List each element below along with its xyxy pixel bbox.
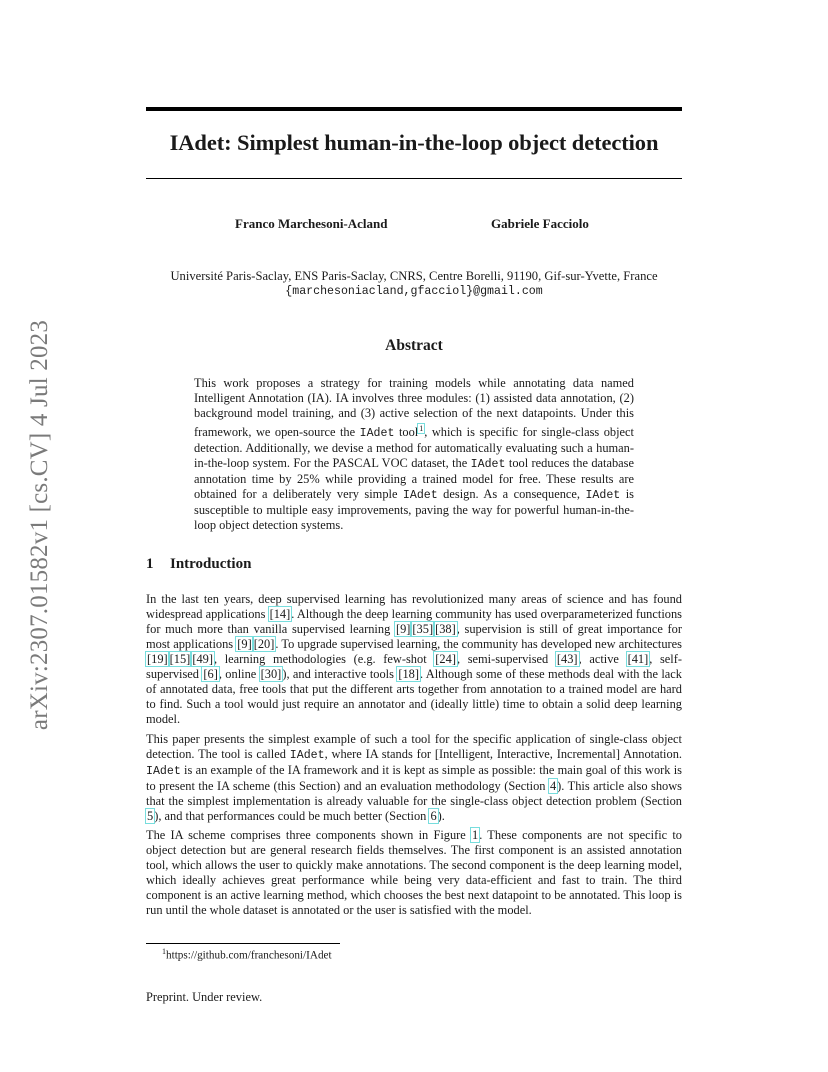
citation-link[interactable]: [43]	[556, 652, 578, 666]
code-iadet: IAdet	[289, 749, 325, 762]
paragraph-text: ).	[437, 809, 445, 823]
title-bottom-rule	[146, 178, 682, 179]
citation-link[interactable]: [9]	[395, 622, 411, 636]
author-1: Franco Marchesoni-Acland	[235, 216, 388, 231]
arxiv-identifier: arXiv:2307.01582v1 [cs.CV] 4 Jul 2023	[26, 319, 53, 731]
paper-title: IAdet: Simplest human-in-the-loop object detection	[169, 130, 659, 155]
paragraph-text: , supervision is still of great importance for most applications	[146, 622, 682, 651]
code-iadet: IAdet	[585, 489, 621, 503]
citation-link[interactable]: [6]	[203, 667, 218, 681]
footnote-url[interactable]: https://github.com/franchesoni/IAdet	[166, 949, 332, 962]
citation-link[interactable]: [19]	[147, 652, 168, 666]
code-iadet: IAdet	[146, 765, 181, 778]
citation-link[interactable]: [30]	[260, 667, 282, 681]
code-iadet: IAdet	[470, 458, 506, 472]
section-title: Introduction	[170, 556, 252, 572]
paragraph-text: , learning methodologies (e.g. few-shot	[213, 652, 435, 666]
citation-link[interactable]: [14]	[269, 607, 291, 621]
section-link[interactable]: 6	[430, 809, 437, 823]
code-iadet: IAdet	[402, 489, 438, 503]
figure-link[interactable]: 1	[472, 828, 479, 842]
footnote	[162, 947, 332, 962]
citation-link[interactable]: [20]	[253, 637, 275, 651]
footnote-link[interactable]: 1	[419, 424, 424, 433]
paragraph-text: is an example of the IA framework and it is kept as simple as possible: the main goal of this work is to present the IA scheme (this Section) and an evaluation methodology (Section	[146, 763, 682, 793]
citation-link[interactable]: [41]	[627, 652, 649, 666]
paragraph-text: ). This article also shows that the simplest implementation is already valuable for the single-class object detection problem (Section	[146, 779, 682, 808]
paragraph-text: This paper presents the simplest example of such a tool for the specific application of single-class object detection. The tool is called	[146, 732, 682, 761]
citation-link[interactable]: [49]	[192, 652, 213, 666]
code-iadet: IAdet	[359, 427, 395, 441]
abstract-body	[194, 376, 634, 533]
citation-link[interactable]: [9]	[237, 637, 252, 651]
citation-link[interactable]: [15]	[169, 652, 191, 666]
section-heading	[146, 556, 251, 573]
paragraph-text: , online	[218, 667, 260, 681]
paragraph-text: ), and that performances could be much better (Section	[154, 809, 430, 823]
paragraph-text: , where IA stands for [Intelligent, Interactive, Incremental] Annotation.	[324, 747, 682, 761]
citation-link[interactable]: [24]	[435, 652, 456, 666]
intro-paragraph-3	[146, 828, 682, 918]
footnote-rule	[146, 943, 340, 944]
paragraph-text: . To upgrade supervised learning, the community has developed new architectures	[275, 637, 682, 651]
title-top-rule	[146, 107, 682, 111]
affiliation: Université Paris-Saclay, ENS Paris-Saclay, CNRS, Centre Borelli, 91190, Gif-sur-Yvette, France	[170, 269, 658, 283]
paragraph-text: In the last ten years, deep supervised learning has revolutionized many areas of science and has found widespread applications	[146, 592, 682, 621]
abstract-heading: Abstract	[385, 337, 443, 354]
section-number: 1	[146, 556, 154, 572]
paragraph-text: . Although the deep learning community has used overparameterized functions for much more than vanilla supervised learning	[146, 607, 682, 636]
footnote-mark: 1	[162, 947, 166, 956]
abstract-text: , which is specific for single-class object detection. Additionally, we devise a method for automatically evaluating such a human-in-the-loop system. For the PASCAL VOC dataset, the	[194, 425, 635, 471]
paragraph-text: . These components are not specific to object detection but are general research fields themselves. The first component is an assisted annotation tool, which allows the user to quickly make annotations. The second component is the deep learning model, which ideally achieves great performance while being very data-efficient and fast to train. The third component is an active learning method, which chooses the best next datapoint to be annotated. This loop is run until the whole dataset is annotated or the user is satisfied with the model.	[146, 828, 682, 917]
intro-paragraph-1	[146, 592, 682, 727]
author-emails: {marchesoniacland,gfacciol}@gmail.com	[285, 285, 543, 298]
abstract-text: design. As a consequence,	[437, 487, 586, 502]
citation-link[interactable]: [35]	[412, 622, 434, 636]
paragraph-text: The IA scheme comprises three components shown in Figure	[146, 828, 472, 842]
abstract-text: is susceptible to multiple easy improvements, paving the way for powerful human-in-the-loop object detection systems.	[194, 487, 634, 533]
paragraph-text: , active	[578, 652, 627, 666]
intro-paragraph-2	[146, 732, 682, 824]
preprint-notice: Preprint. Under review.	[146, 990, 263, 1004]
citation-link[interactable]: [38]	[435, 622, 456, 636]
abstract-text: tool	[394, 425, 419, 440]
abstract-text: tool reduces the database annotation time by 25% while providing a trained model for free. These results are obtained for a deliberately very simple	[194, 456, 634, 502]
affiliation-block	[120, 269, 708, 299]
section-link[interactable]: 4	[549, 779, 557, 793]
paragraph-text: ), and interactive tools	[282, 667, 398, 681]
paragraph-text: , semi-supervised	[456, 652, 556, 666]
citation-link[interactable]: [18]	[398, 667, 419, 681]
section-link[interactable]: 5	[147, 809, 154, 823]
author-2: Gabriele Facciolo	[491, 216, 589, 231]
abstract-text: This work proposes a strategy for training models while annotating data named Intelligent Annotation (IA). IA involves three modules: (1) assisted data annotation, (2) background model training, and (3) active selection of the next datapoints. Under this framework, we open-source the	[194, 376, 634, 440]
paragraph-text: . Although some of these methods deal with the lack of annotated data, free tools that put the different arts together from annotation to a trained model are hard to find. Such a tool would just require an annotator and (ideally little) time to obtain a solid deep learning model.	[146, 667, 683, 726]
paragraph-text: , self-supervised	[146, 652, 682, 681]
